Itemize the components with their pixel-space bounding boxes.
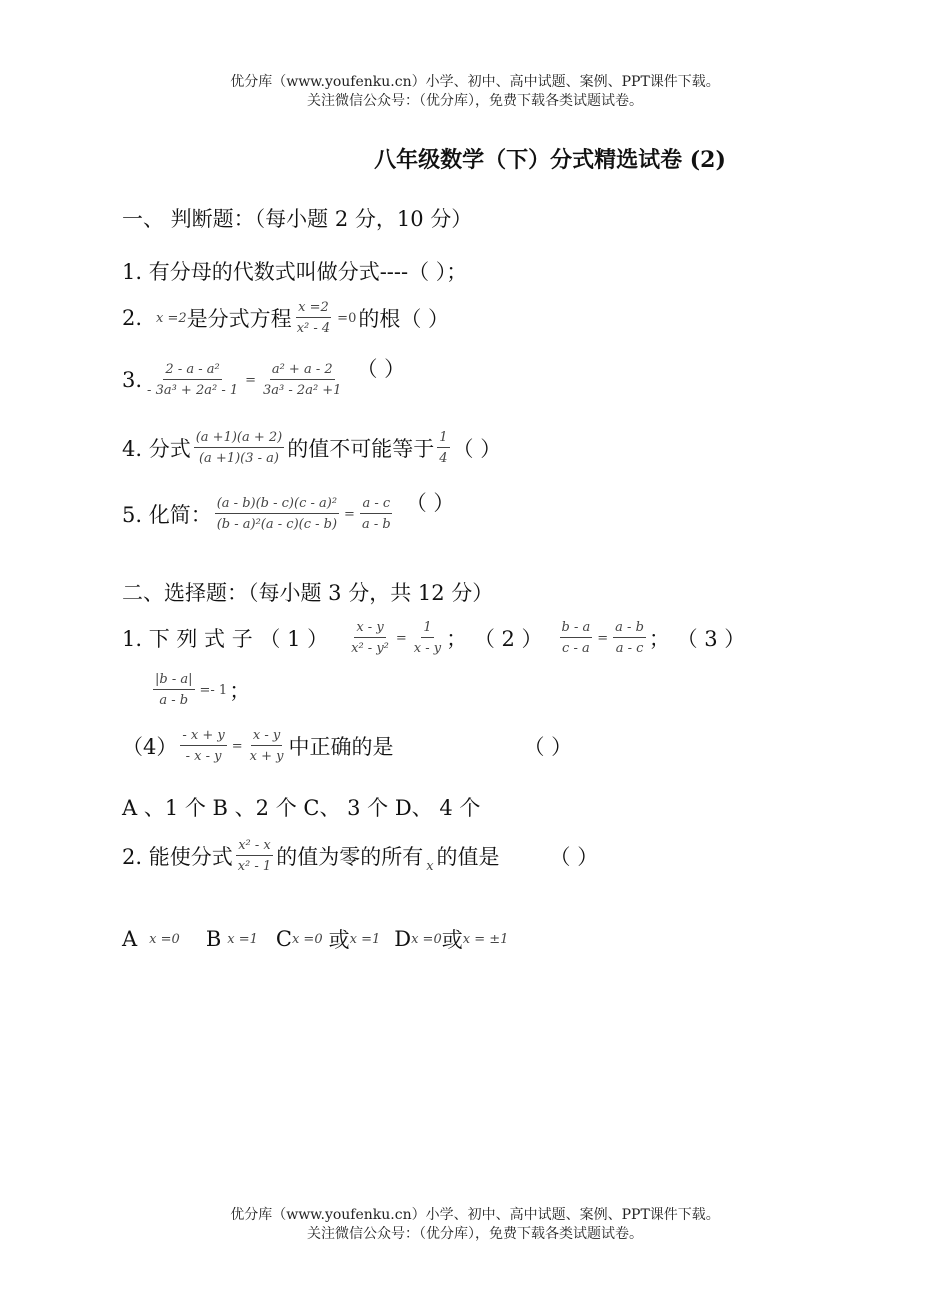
choice-question-1-options: A 、1 个 B 、2 个 C、 3 个 D、 4 个 — [122, 796, 481, 820]
q2-tail: 的根（ ） — [358, 307, 450, 331]
c1-d-left — [180, 728, 226, 764]
q3-right-den: 3a³ - 2a² +1 — [263, 383, 342, 398]
c1-a-eq: = — [395, 630, 407, 646]
q5-right-den: a - b — [361, 517, 391, 532]
c1-b-rnum: a - b — [613, 620, 646, 638]
q4-frac-num: (a +1)(a + 2) — [194, 430, 285, 448]
c2-opt-d-val2: x = ±1 — [462, 931, 509, 947]
c2-mid: 的值为零的所有 — [276, 845, 424, 869]
c2-opt-c-val1: x =0 — [291, 931, 323, 947]
c1-c-num: |b - a| — [153, 672, 195, 690]
c1-d-right — [248, 728, 286, 764]
c2-lead: 2. 能使分式 — [122, 845, 233, 869]
choice-question-1 — [122, 620, 745, 656]
c2-var: x — [426, 858, 434, 874]
q3-right-num: a² + a - 2 — [270, 362, 335, 380]
q5-number: 5. 化简： — [122, 503, 212, 527]
header-line-1: 优分库（www.youfenku.cn）小学、初中、高中试题、案例、PPT课件下载。 — [230, 74, 720, 90]
footer-line-1: 优分库（www.youfenku.cn）小学、初中、高中试题、案例、PPT课件下载。 — [230, 1207, 720, 1223]
q4-mid: 的值不可能等于 — [287, 437, 435, 461]
c1-d-eq: = — [231, 738, 243, 754]
judge-q1-text: 1. 有分母的代数式叫做分式----（ ）； — [122, 260, 468, 284]
c1-d-den: - x - y — [185, 749, 222, 764]
q3-left-den: - 3a³ + 2a² - 1 — [147, 383, 239, 398]
c2-tail: 的值是 — [436, 845, 500, 869]
q4-fraction — [194, 430, 285, 466]
c1-c-fraction — [153, 672, 195, 708]
choice-question-1-item-3 — [150, 672, 250, 708]
q4-frac-den: (a +1)(3 - a) — [198, 451, 279, 466]
section-2-heading: 二、选择题：（每小题 3 分，共 12 分） — [122, 581, 494, 605]
q5-right-fraction — [360, 496, 393, 532]
footer-line-2: 关注微信公众号：（优分库），免费下载各类试题试卷。 — [307, 1226, 643, 1242]
c1-b-eq: = — [597, 630, 609, 646]
q5-left-fraction — [215, 496, 339, 532]
judge-question-5 — [122, 491, 455, 532]
choice-question-1-item-4 — [122, 728, 572, 764]
q5-equals: = — [344, 506, 355, 522]
c2-opt-c-val2: x =1 — [349, 931, 381, 947]
judge-question-3 — [122, 357, 406, 398]
c1-sep3: ； — [229, 679, 251, 703]
q4-tail: （ ） — [452, 437, 502, 461]
c2-frac-den: x² - 1 — [237, 859, 272, 874]
q3-tail: （ ） — [356, 357, 406, 381]
c1-d-tail: 中正确的是 — [288, 735, 394, 759]
c1-a-den: x² - y² — [351, 641, 389, 656]
c1-d-num: - x + y — [180, 728, 226, 746]
c2-opt-d-or: 或 — [441, 928, 463, 952]
choice-question-2 — [122, 838, 598, 874]
q2-frac-num: x =2 — [296, 300, 331, 318]
c2-fraction — [236, 838, 273, 874]
c1-c-den: a - b — [159, 693, 189, 708]
c2-opt-b-val: x =1 — [227, 931, 258, 947]
c1-sep1: ； （ 2 ） — [446, 627, 543, 651]
c1-b-den: c - a — [562, 641, 590, 656]
q2-frac-den: x² - 4 — [296, 321, 331, 336]
c2-opt-b: B — [205, 927, 222, 951]
q2-eq-rhs: =0 — [337, 310, 357, 326]
q5-left-num: (a - b)(b - c)(c - a)² — [215, 496, 339, 514]
page-footer — [0, 1206, 950, 1244]
c2-opt-c-or: 或 — [328, 928, 350, 952]
q3-left-fraction — [145, 362, 240, 398]
c2-opt-d: D — [394, 927, 412, 951]
q3-equals: = — [245, 372, 257, 388]
c1-sep2: ； （ 3 ） — [648, 627, 746, 651]
section-1-heading: 一、 判断题：（每小题 2 分，10 分） — [122, 207, 473, 231]
c1-a-rnum: 1 — [421, 620, 433, 638]
c2-answer-paren: （ ） — [549, 845, 599, 869]
q4-quarter-num: 1 — [437, 430, 449, 448]
q4-number: 4. 分式 — [122, 437, 191, 461]
q3-right-fraction — [261, 362, 343, 398]
c2-frac-num: x² - x — [236, 838, 273, 856]
q5-tail: （ ） — [405, 491, 455, 515]
c1-b-right — [613, 620, 646, 656]
q5-right-num: a - c — [360, 496, 392, 514]
c2-opt-a: A — [122, 927, 138, 951]
judge-question-1 — [122, 256, 467, 286]
c1-d-lead: （4） — [122, 735, 178, 759]
judge-question-4 — [122, 430, 501, 466]
c2-opt-c: C — [275, 927, 292, 951]
judge-question-2 — [122, 300, 449, 336]
c1-c-rhs: =- 1 — [199, 682, 228, 698]
c2-opt-a-val: x =0 — [149, 931, 180, 947]
q2-number: 2. — [122, 306, 143, 330]
q2-x-eq: x =2 — [156, 310, 187, 326]
q3-left-num: 2 - a - a² — [163, 362, 221, 380]
c1-answer-paren: （ ） — [523, 735, 573, 759]
c1-d-rnum: x - y — [251, 728, 282, 746]
q5-left-den: (b - a)²(a - c)(c - b) — [216, 517, 338, 532]
c1-a-rden: x - y — [413, 641, 442, 656]
c1-d-rden: x + y — [249, 749, 284, 764]
c1-a-right — [412, 620, 443, 656]
page-title: 八年级数学（下）分式精选试卷 (2) — [374, 147, 726, 173]
page-header — [0, 73, 950, 111]
q4-quarter-den: 4 — [439, 451, 448, 466]
c1-a-num: x - y — [354, 620, 385, 638]
q3-number: 3. — [122, 368, 143, 392]
c1-b-num: b - a — [560, 620, 593, 638]
q4-quarter — [437, 430, 449, 466]
header-line-2: 关注微信公众号：（优分库），免费下载各类试题试卷。 — [307, 93, 643, 109]
c1-b-left — [560, 620, 593, 656]
q2-fraction — [295, 300, 332, 336]
c1-b-rden: a - c — [615, 641, 644, 656]
c1-lead: 1. 下 列 式 子 （ 1 ） — [122, 627, 329, 651]
choice-question-2-options — [122, 924, 508, 954]
c1-a-left — [349, 620, 391, 656]
c2-opt-d-val1: x =0 — [411, 931, 442, 947]
q2-mid: 是分式方程 — [186, 307, 292, 331]
